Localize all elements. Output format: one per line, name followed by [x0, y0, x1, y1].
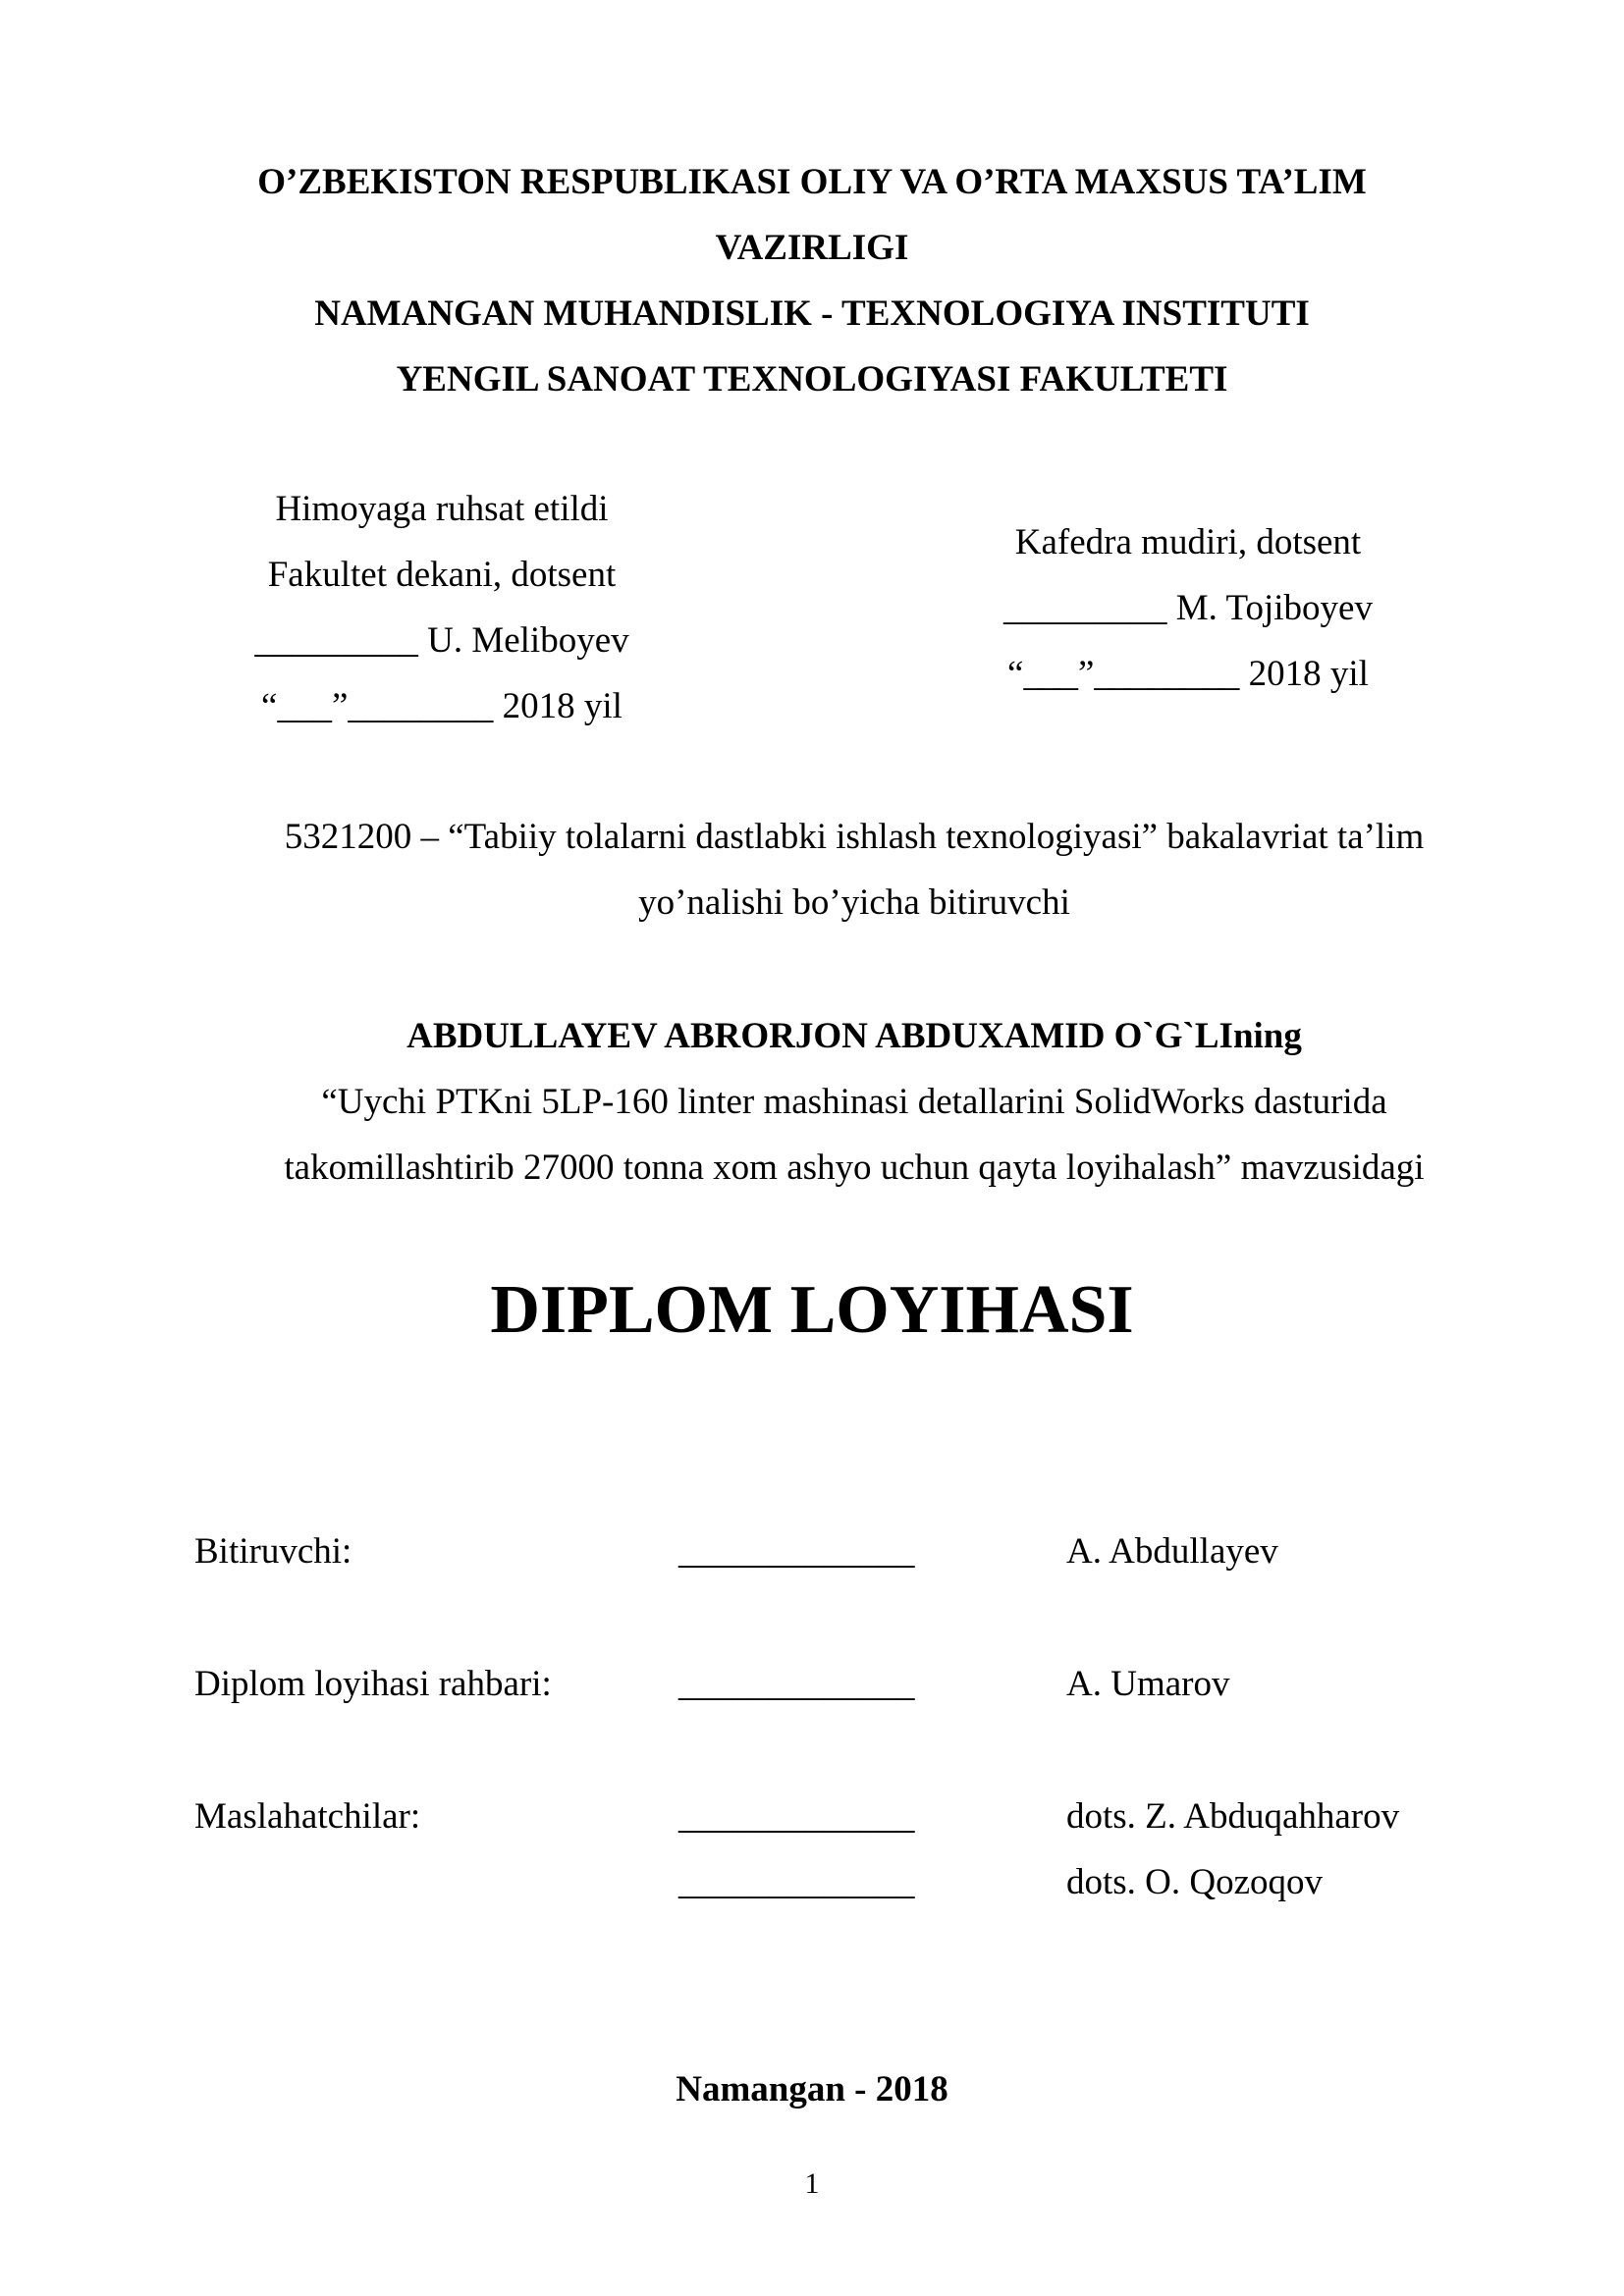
header-line-ministry-cont: VAZIRLIGI [715, 228, 909, 268]
page-number: 1 [804, 2167, 820, 2200]
department-head-signature-line: _________ M. Tojiboyev [1003, 588, 1373, 628]
student-name: ABDULLAYEV ABRORJON ABDUXAMID O`G`LIning [406, 1016, 1302, 1056]
signatory-name: A. Umarov [1066, 1664, 1230, 1704]
department-head-position: Kafedra mudiri, dotsent [1014, 522, 1362, 562]
header-line-institute: NAMANGAN MUHANDISLIK - TEXNOLOGIYA INSTITUTI [314, 294, 1310, 334]
specialty-line-2: yo’nalishi bo’yicha bitiruvchi [638, 882, 1070, 923]
signature-line: _____________ [678, 1862, 915, 1902]
specialty-statement [226, 804, 1483, 935]
signature-row [194, 1784, 1471, 1849]
signature-role: Maslahatchilar: [194, 1796, 421, 1837]
signature-line: _____________ [678, 1531, 915, 1572]
topic-line-1: “Uychi PTKni 5LP-160 linter mashinasi detallarini SolidWorks dasturida [321, 1082, 1387, 1122]
dean-date-line: “___”________ 2018 yil [261, 686, 623, 726]
signature-row [194, 1849, 1471, 1915]
signature-row [194, 1519, 1471, 1651]
signature-role: Diplom loyihasi rahbari: [194, 1664, 552, 1704]
header-line-faculty: YENGIL SANOAT TEXNOLOGIYASI FAKULTETI [396, 359, 1228, 400]
signature-line: _____________ [678, 1664, 915, 1704]
city-year: Namangan - 2018 [676, 2069, 948, 2109]
signatory-name: A. Abdullayev [1066, 1531, 1278, 1572]
specialty-line-1: 5321200 – “Tabiiy tolalarni dastlabki ishlash texnologiyasi” bakalavriat ta’lim [284, 817, 1425, 857]
signatory-name: dots. O. Qozoqov [1066, 1862, 1324, 1902]
ministry-header [0, 149, 1624, 412]
signature-line: _____________ [678, 1796, 915, 1837]
signature-role: Bitiruvchi: [194, 1531, 352, 1572]
header-line-ministry: O’ZBEKISTON RESPUBLIKASI OLIY VA O’RTA MAXSUS TA’LIM [257, 162, 1367, 202]
document-title: DIPLOM LOYIHASI [490, 1272, 1134, 1348]
dean-position: Fakultet dekani, dotsent [267, 555, 617, 595]
signature-table [194, 1519, 1471, 1915]
signature-row [194, 1651, 1471, 1784]
signatory-name: dots. Z. Abduqahharov [1066, 1796, 1400, 1837]
department-head-approval-block [972, 509, 1404, 707]
student-topic-block [226, 1003, 1483, 1201]
dean-approval-block [226, 476, 658, 739]
topic-line-2: takomillashtirib 27000 tonna xom ashyo uchun qayta loyihalash” mavzusidagi [284, 1148, 1425, 1188]
department-head-date-line: “___”________ 2018 yil [1007, 654, 1369, 694]
dean-signature-line: _________ U. Meliboyev [254, 620, 629, 661]
dean-approval-heading: Himoyaga ruhsat etildi [275, 489, 609, 529]
